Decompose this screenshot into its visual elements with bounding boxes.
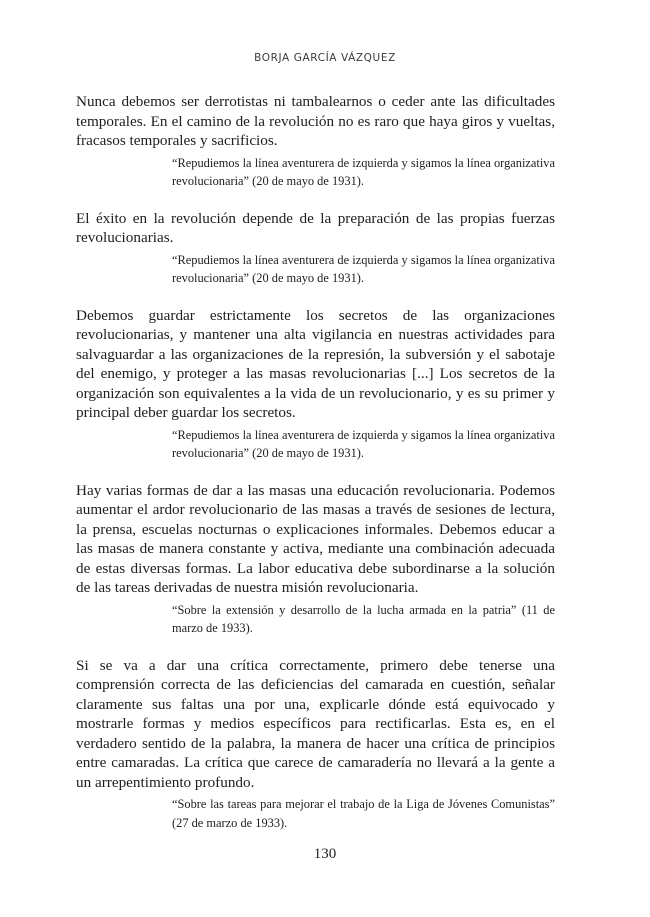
quote-source: “Sobre la extensión y desarrollo de la lucha armada en la patria” (11 de marzo de 1933).	[172, 602, 555, 635]
quote-block	[76, 656, 555, 833]
quote-source: “Repudiemos la línea aventurera de izquierda y sigamos la línea organizativa revolucionaria” (20 de mayo de 1931).	[172, 427, 555, 460]
page-body	[76, 92, 555, 850]
quote-block	[76, 209, 555, 288]
quote-text: Hay varias formas de dar a las masas una educación revolucionaria. Podemos aumentar el ardor revolucionario de las masas a través de sesiones de lectura, la prensa, escuelas nocturnas o explicaciones informales. Debemos educar a las masas de manera constante y activa, mediante una combinación adecuada de estas diversas formas. La labor educativa debe subordinarse a la solución de las tareas derivadas de nuestra misión revolucionaria.	[76, 481, 555, 596]
quote-text: Debemos guardar estrictamente los secretos de las organizaciones revolucionarias, y mantener una alta vigilancia en nuestras actividades para salvaguardar a las organizaciones de la represión, la subversión y el sabotaje del enemigo, y proteger a las masas revolucionarias [...] Los secretos de la organización son equivalentes a la vida de un revolucionario, y es su primer y principal deber guardar los secretos.	[76, 306, 555, 421]
quote-source: “Repudiemos la línea aventurera de izquierda y sigamos la línea organizativa revolucionaria” (20 de mayo de 1931).	[172, 252, 555, 285]
quote-block	[76, 481, 555, 638]
running-header: BORJA GARCÍA VÁZQUEZ	[254, 52, 396, 64]
quote-text: Nunca debemos ser derrotistas ni tambalearnos o ceder ante las dificultades temporales. En el camino de la revolución no es raro que haya giros y vueltas, fracasos temporales y sacrificios.	[76, 93, 555, 149]
quote-text: El éxito en la revolución depende de la preparación de las propias fuerzas revolucionarias.	[76, 209, 555, 246]
quote-source: “Sobre las tareas para mejorar el trabajo de la Liga de Jóvenes Comunistas” (27 de marzo de 1933).	[172, 797, 555, 830]
quote-text: Si se va a dar una crítica correctamente, primero debe tenerse una comprensión correcta de las deficiencias del camarada en cuestión, señalar claramente sus faltas una por una, explicarle dónde está equivocado y mostrarle formas y medios específicos para rectificarlas. Esta es, en el verdadero sentido de la palabra, la manera de hacer una crítica de principios entre camaradas. La crítica que carece de camaradería no llevará a la gente a un arrepentimiento profundo.	[76, 656, 555, 791]
quote-block	[76, 306, 555, 463]
page-number: 130	[313, 846, 337, 862]
quote-source: “Repudiemos la línea aventurera de izquierda y sigamos la línea organizativa revolucionaria” (20 de mayo de 1931).	[172, 155, 555, 188]
quote-block	[76, 92, 555, 191]
